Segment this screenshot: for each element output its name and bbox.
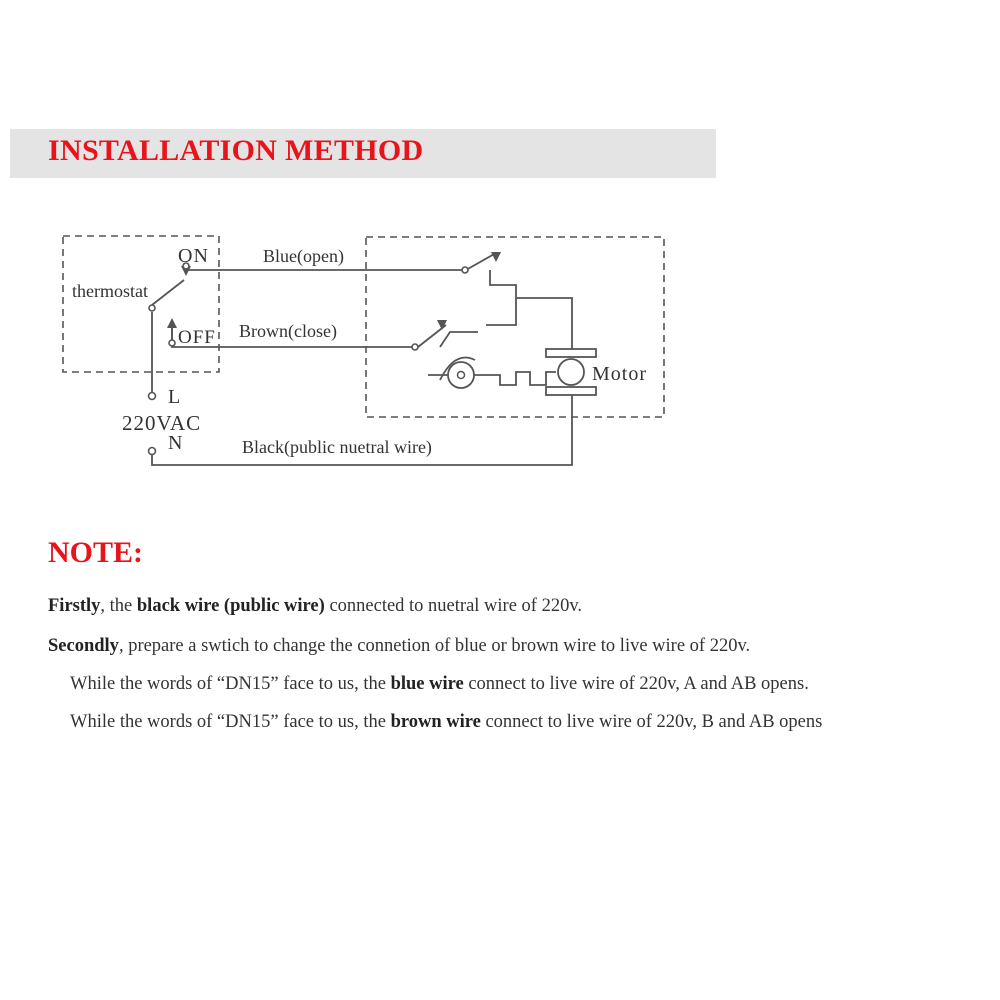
terminal-thermostat-common <box>149 305 155 311</box>
note-line-3-text-a: While the words of “DN15” face to us, the <box>70 674 391 694</box>
label-black-wire: Black(public nuetral wire) <box>242 437 432 457</box>
motor-brush-bottom <box>546 387 596 395</box>
note-line-4-text-a: While the words of “DN15” face to us, the <box>70 712 391 732</box>
note-line-1-text-a: , the <box>100 596 137 616</box>
valve-box <box>366 237 664 417</box>
note-line-1 <box>48 596 582 617</box>
note-title: NOTE: <box>48 536 144 569</box>
label-l: L <box>168 386 181 408</box>
label-220vac: 220VAC <box>122 411 202 435</box>
page-title: INSTALLATION METHOD <box>48 134 424 167</box>
blue-wire <box>186 268 462 270</box>
label-brown-wire: Brown(close) <box>239 321 337 341</box>
note-line-4-bold: brown wire <box>390 712 481 732</box>
valve-upper-link <box>486 270 516 325</box>
motor-brush-top <box>546 349 596 357</box>
label-motor: Motor <box>592 363 647 385</box>
note-line-3-bold: blue wire <box>390 674 464 694</box>
terminal-l <box>149 393 156 400</box>
valve-lower-contact <box>412 344 418 350</box>
note-line-2 <box>48 636 750 657</box>
note-line-1-lead: Firstly <box>48 596 101 616</box>
label-n: N <box>168 432 183 454</box>
valve-upper-contact <box>462 267 468 273</box>
motor-symbol <box>558 359 584 385</box>
valve-upper-switch <box>466 253 496 270</box>
note-line-3-text-b: connect to live wire of 220v, A and AB opens. <box>463 674 809 694</box>
note-line-3 <box>70 674 809 695</box>
label-thermostat: thermostat <box>72 281 148 301</box>
label-on: ON <box>178 245 209 267</box>
off-arrow-icon <box>167 318 177 328</box>
thermostat-switch-blade <box>152 280 184 305</box>
label-blue-wire: Blue(open) <box>263 246 344 266</box>
note-line-1-text-b: connected to nuetral wire of 220v. <box>324 596 583 616</box>
valve-lower-link <box>440 332 478 347</box>
note-line-2-lead: Secondly <box>48 636 119 656</box>
valve-upper-to-motor <box>516 298 572 350</box>
terminal-off <box>169 340 175 346</box>
note-line-4-text-b: connect to live wire of 220v, B and AB opens <box>480 712 823 732</box>
label-off: OFF <box>178 327 216 348</box>
note-line-1-bold: black wire (public wire) <box>136 596 325 616</box>
note-line-2-text: , prepare a swtich to change the connetion of blue or brown wire to live wire of 220v. <box>118 636 751 656</box>
note-line-4 <box>70 712 822 733</box>
terminal-n <box>149 448 156 455</box>
